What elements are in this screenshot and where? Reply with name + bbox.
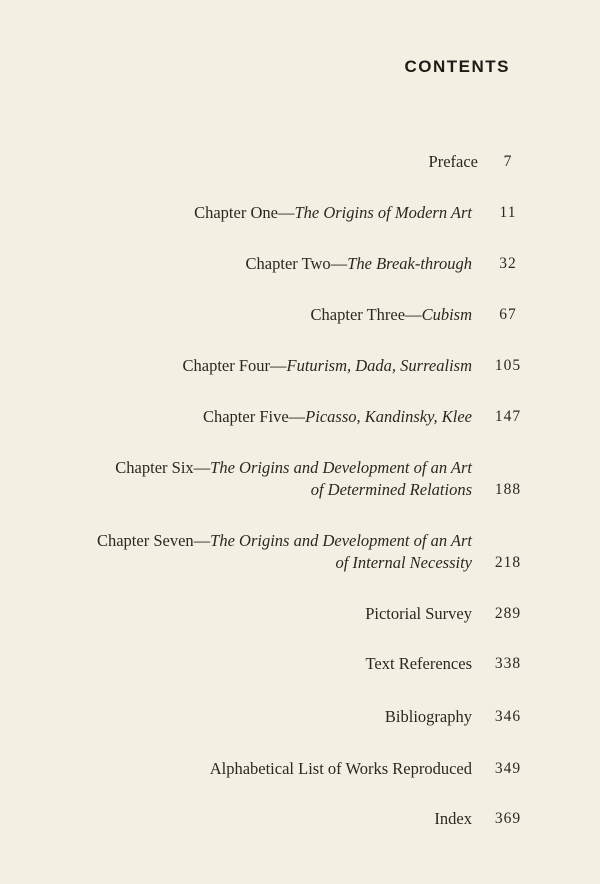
toc-entry-label: Chapter Two—: [245, 254, 348, 273]
toc-entry-label: Chapter One—: [194, 203, 295, 222]
toc-entry-text: [311, 304, 472, 326]
toc-entry-text: [434, 808, 472, 830]
toc-entry-text: [97, 530, 472, 574]
toc-entry-text: [115, 457, 472, 501]
toc-entry-text: [246, 253, 472, 275]
toc-entry-label: Chapter Six—: [115, 458, 211, 477]
toc-page-number: 346: [494, 708, 522, 725]
toc-entry-title-line2: of Determined Relations: [310, 480, 472, 499]
toc-entry-title: The Break-through: [347, 254, 472, 273]
toc-entry-label: Chapter Three—: [310, 305, 422, 324]
toc-page-number: 32: [499, 255, 517, 272]
toc-entry-title: Cubism: [421, 305, 472, 324]
toc-entry-label: Alphabetical List of Works Reproduced: [209, 759, 472, 778]
toc-entry-title: Futurism, Dada, Surrealism: [286, 356, 472, 375]
toc-page-number: 349: [494, 760, 522, 777]
toc-entry-title: The Origins and Development of an Art: [210, 458, 472, 477]
toc-entry-label: Bibliography: [384, 707, 472, 726]
toc-entry-title: Picasso, Kandinsky, Klee: [305, 407, 472, 426]
toc-entry-label: Chapter Seven—: [96, 531, 211, 550]
toc-entry-label: Chapter Five—: [202, 407, 306, 426]
toc-entry-label: Chapter Four—: [182, 356, 287, 375]
toc-page-number: 147: [494, 408, 522, 425]
toc-entry-title-line2: of Internal Necessity: [335, 553, 472, 572]
toc-page-number: 67: [499, 306, 517, 323]
toc-entry-text: [365, 603, 472, 625]
toc-entry-label: Pictorial Survey: [365, 604, 472, 623]
toc-entry-title: The Origins and Development of an Art: [210, 531, 472, 550]
toc-page-number: 369: [494, 810, 522, 827]
toc-entry-text: [210, 758, 472, 780]
toc-page-number: 338: [494, 655, 522, 672]
toc-entry-text: [182, 355, 472, 377]
toc-entry-label: Index: [434, 809, 472, 828]
toc-entry-title: The Origins of Modern Art: [294, 203, 472, 222]
toc-entry-text: [203, 406, 472, 428]
toc-entry-label: Preface: [428, 152, 478, 171]
toc-entry-text: [429, 151, 478, 173]
toc-page-number: 188: [494, 481, 522, 498]
toc-page-number: 7: [503, 153, 513, 170]
toc-page-number: 218: [494, 554, 522, 571]
toc-entry-label: Text References: [365, 654, 472, 673]
toc-entry-text: [366, 653, 473, 675]
page-title: CONTENTS: [404, 57, 510, 76]
toc-entry-text: [194, 202, 472, 224]
toc-entry-text: [385, 706, 472, 728]
toc-page-number: 11: [499, 204, 517, 221]
toc-page-number: 105: [494, 357, 522, 374]
toc-page-number: 289: [494, 605, 522, 622]
